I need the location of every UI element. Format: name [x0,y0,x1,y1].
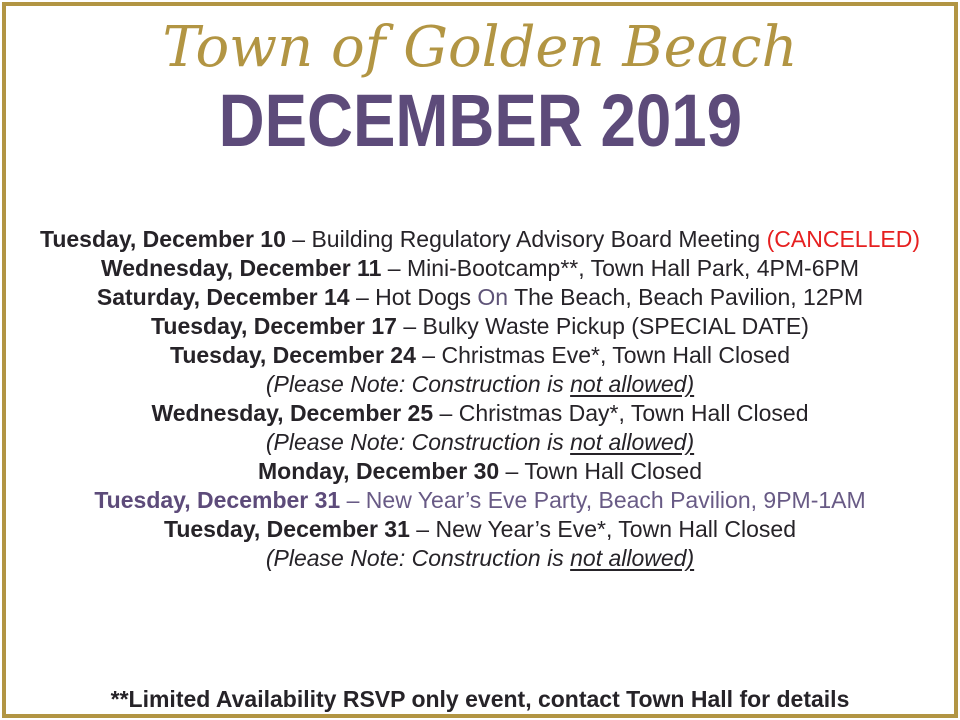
event-line [0,544,960,573]
event-line [0,515,960,544]
event-segment: – Building Regulatory Advisory Board Meeting [285,226,767,252]
event-segment: – Mini-Bootcamp**, Town Hall Park, 4PM-6PM [381,255,860,281]
event-segment: The Beach, Beach Pavilion, 12PM [508,284,864,310]
event-segment: Monday, December 30 [257,458,500,484]
event-line [0,225,960,254]
event-segment: not allowed) [570,371,695,397]
event-segment: – Christmas Day*, Town Hall Closed [433,400,809,426]
event-segment: (Please Note: Construction is [265,429,571,455]
event-line [0,341,960,370]
event-segment: Tuesday, December 10 [40,226,286,252]
event-line [0,370,960,399]
flyer-header [0,8,960,162]
event-segment: Tuesday, December 17 [151,313,397,339]
event-segment: (CANCELLED) [766,226,920,252]
event-segment: Saturday, December 14 [96,284,350,310]
event-segment: Wednesday, December 25 [151,400,434,426]
footnote: **Limited Availability RSVP only event, contact Town Hall for details [110,686,850,712]
town-script-title: Town of Golden Beach [162,15,798,80]
month-title: DECEMBER 2019 [218,79,742,162]
event-segment: On [477,284,509,310]
event-line [0,254,960,283]
event-line [0,486,960,515]
event-segment: – Hot Dogs [349,284,478,310]
month-title-wrap [0,79,960,162]
event-segment: – Town Hall Closed [499,458,703,484]
event-segment: not allowed) [570,429,695,455]
event-segment: – New Year’s Eve*, Town Hall Closed [409,516,796,542]
event-segment: Tuesday, December 31 [164,516,410,542]
event-line [0,399,960,428]
event-line [0,428,960,457]
event-segment: (Please Note: Construction is [265,545,571,571]
event-list [0,225,960,573]
event-segment: – New Year’s Eve Party, Beach Pavilion, 9PM-1AM [340,487,866,513]
event-segment: Wednesday, December 11 [100,255,382,281]
event-line [0,283,960,312]
event-segment: not allowed) [570,545,695,571]
event-line [0,457,960,486]
event-segment: – Christmas Eve*, Town Hall Closed [415,342,790,368]
event-segment: Tuesday, December 31 [94,487,341,513]
event-segment: Tuesday, December 24 [170,342,416,368]
event-segment: – Bulky Waste Pickup (SPECIAL DATE) [396,313,809,339]
event-line [0,312,960,341]
event-segment: (Please Note: Construction is [265,371,571,397]
